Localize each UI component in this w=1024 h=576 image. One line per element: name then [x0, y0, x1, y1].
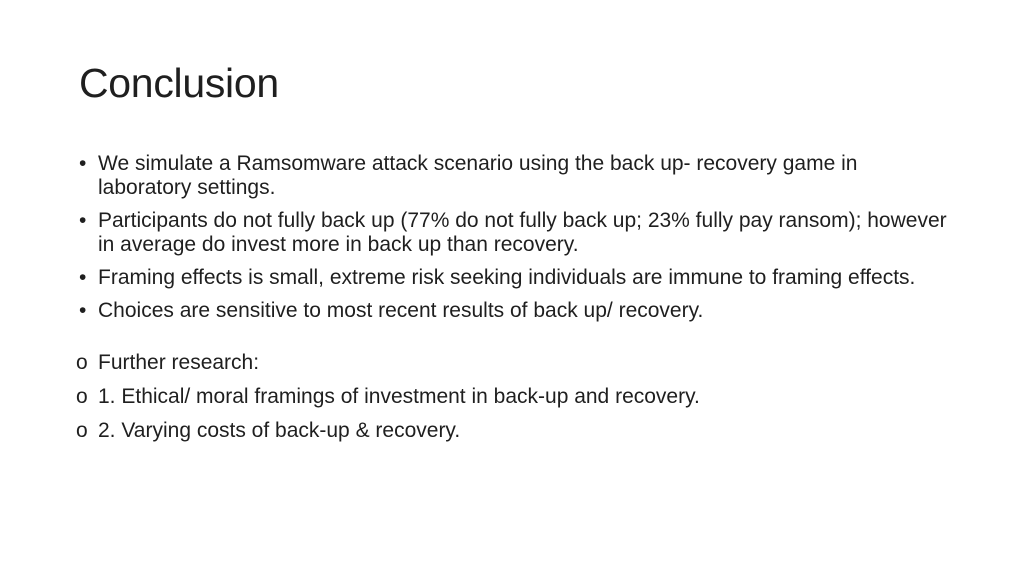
sub-list-item: [76, 385, 956, 409]
bullet-icon: •: [79, 152, 87, 175]
sub-item-text: Further research:: [98, 351, 260, 374]
slide-title: Conclusion: [79, 60, 279, 106]
sub-list-item: [76, 419, 956, 443]
circle-bullet-icon: o: [76, 419, 88, 442]
bullet-icon: •: [79, 266, 87, 289]
circle-bullet-icon: o: [76, 351, 88, 374]
sub-list-item: [76, 351, 956, 375]
circle-bullet-icon: o: [76, 385, 88, 408]
bullet-list: [76, 152, 956, 323]
bullet-text: Participants do not fully back up (77% do not fully back up; 23% fully pay ransom); however in average do invest more in back up than recovery.: [98, 209, 947, 256]
further-research-list: [76, 351, 956, 443]
bullet-item: [76, 299, 956, 323]
slide-body: [76, 152, 956, 453]
bullet-item: [76, 266, 956, 290]
bullet-text: Framing effects is small, extreme risk seeking individuals are immune to framing effects.: [98, 266, 916, 289]
bullet-text: Choices are sensitive to most recent results of back up/ recovery.: [98, 299, 704, 322]
sub-item-text: 1. Ethical/ moral framings of investment in back-up and recovery.: [98, 385, 700, 408]
sub-item-text: 2. Varying costs of back-up & recovery.: [98, 419, 461, 442]
bullet-item: [76, 209, 956, 257]
bullet-icon: •: [79, 299, 87, 322]
bullet-item: [76, 152, 956, 200]
bullet-text: We simulate a Ramsomware attack scenario using the back up- recovery game in laboratory settings.: [98, 152, 858, 199]
bullet-icon: •: [79, 209, 87, 232]
